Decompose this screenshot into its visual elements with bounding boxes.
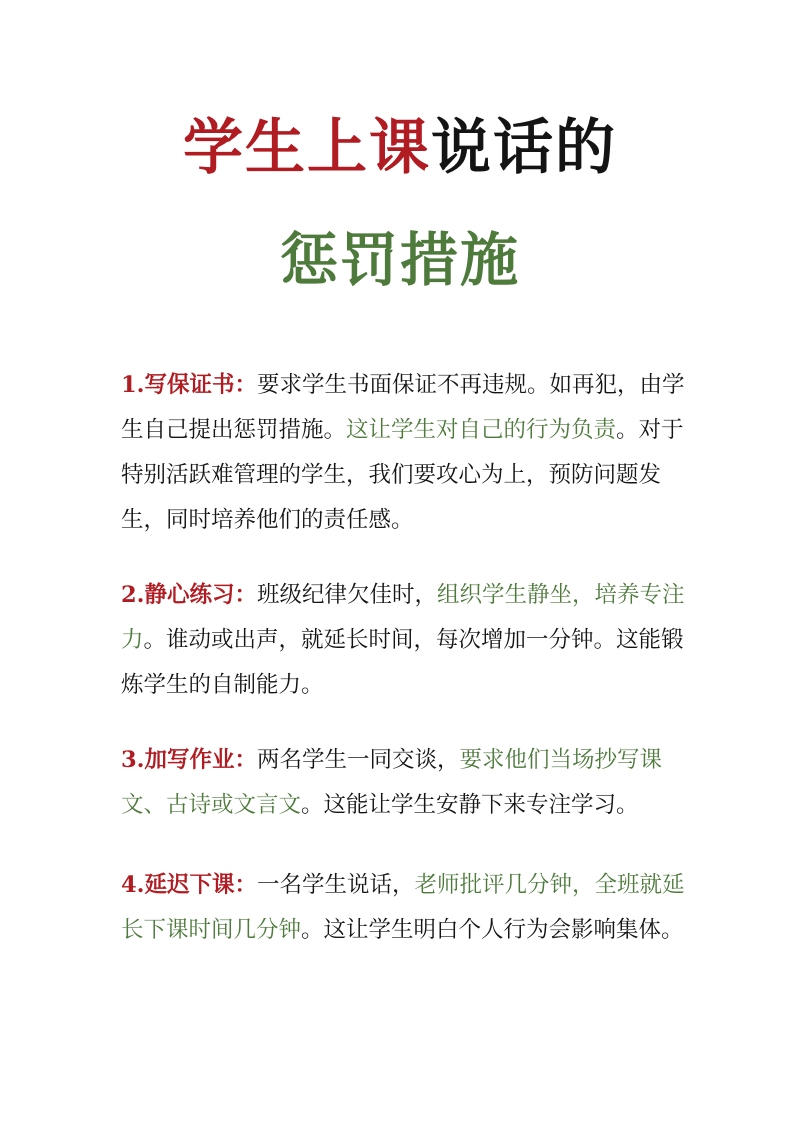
- item-highlight: 老师批评几分钟，全班就延长下课时间几分钟: [121, 872, 685, 943]
- measure-item-1: [121, 363, 691, 543]
- measure-item-2: [121, 573, 691, 708]
- item-label: 1.写保证书：: [121, 372, 257, 398]
- title-line-1: [0, 112, 800, 184]
- title-black-part: 说话的: [431, 113, 617, 183]
- item-label: 2.静心练习：: [121, 582, 257, 608]
- title-line-2: 惩罚措施: [279, 226, 520, 294]
- item-label: 4.延迟下课：: [121, 872, 257, 898]
- item-label: 3.加写作业：: [121, 747, 257, 773]
- item-text: 。对于特别活跃难管理的学生，我们要攻心为上，预防问题发生，同时培养他们的责任感。: [121, 417, 684, 533]
- item-highlight: 要求他们当场抄写课文、古诗或文言文: [121, 747, 663, 818]
- item-text: 要求学生书面保证不再违规。如再犯，由学生自己提出惩罚措施。: [121, 372, 685, 443]
- measure-item-4: [121, 863, 691, 953]
- item-highlight: 组织学生静坐，培养专注力: [121, 582, 685, 653]
- item-text: 一名学生说话，: [257, 872, 415, 898]
- item-highlight: 这让学生对自己的行为负责: [346, 417, 617, 443]
- item-text: 班级纪律欠佳时，: [257, 582, 438, 608]
- title-red-part: 学生上课: [183, 113, 431, 183]
- item-text: 。这让学生明白个人行为会影响集体。: [301, 917, 684, 943]
- item-text: 。这能让学生安静下来专注学习。: [301, 792, 639, 818]
- item-text: 两名学生一同交谈，: [257, 747, 460, 773]
- measure-item-3: [121, 738, 691, 828]
- item-text: 。谁动或出声，就延长时间，每次增加一分钟。这能锻炼学生的自制能力。: [121, 627, 684, 698]
